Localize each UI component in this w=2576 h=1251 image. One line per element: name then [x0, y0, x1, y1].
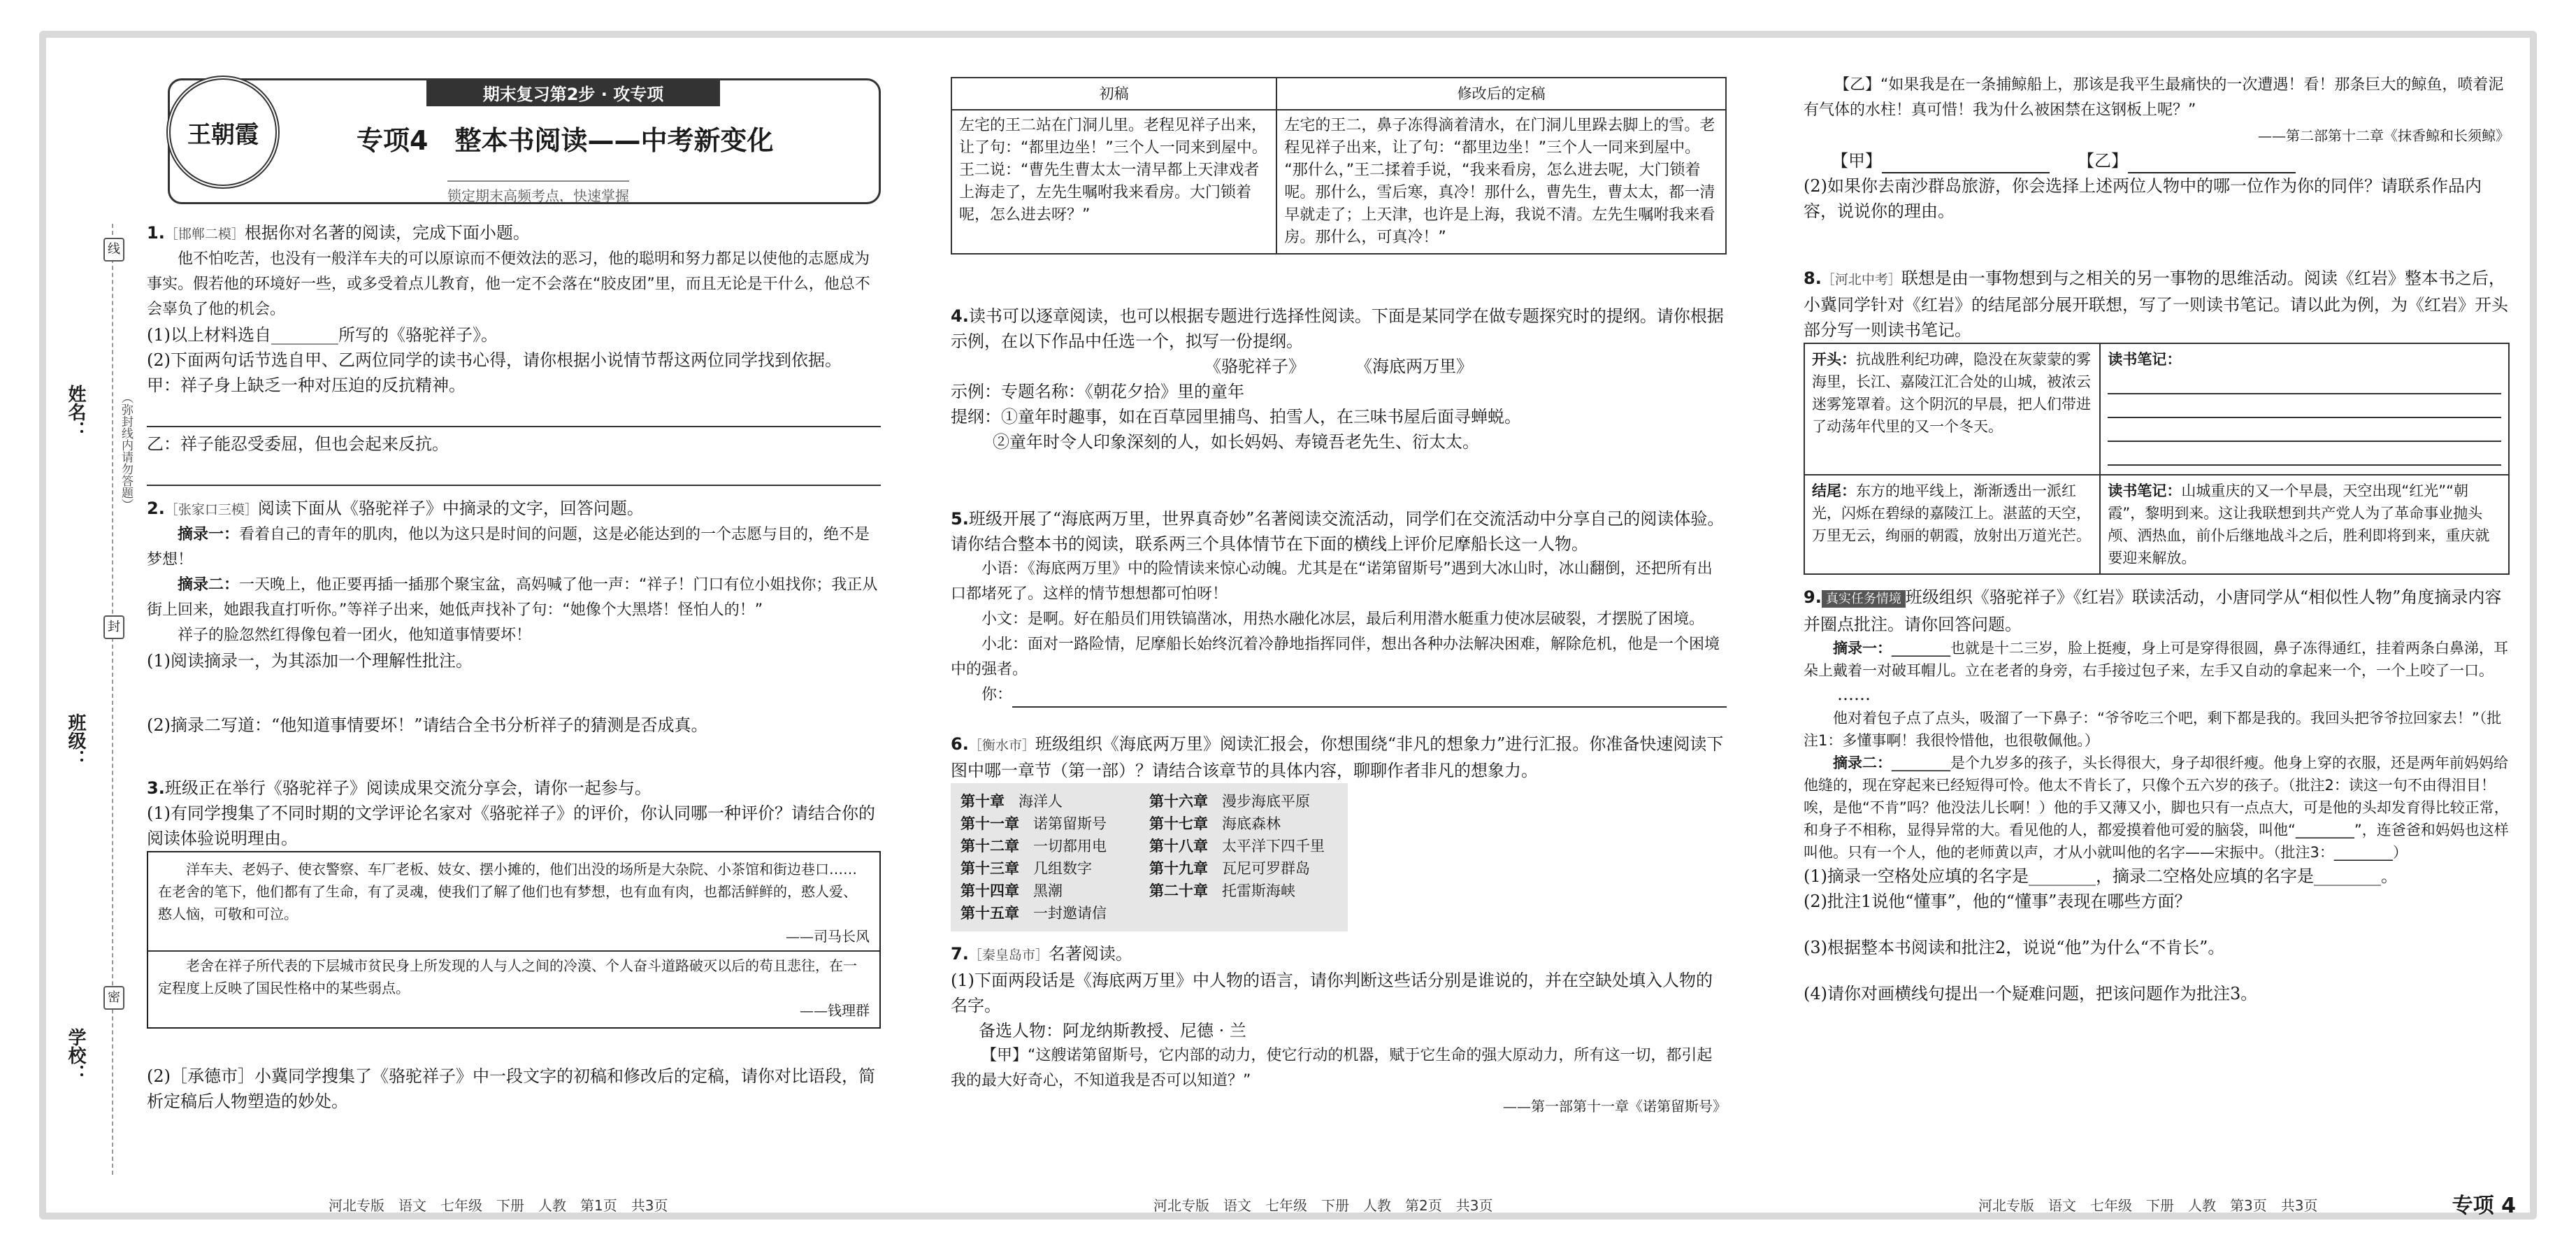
ending-text: 东方的地平线上，渐渐透出一派红光，闪烁在碧绿的嘉陵江上。湛蓝的天空，万里无云，绚丽的朝霞，放射出万道光芒。 [1812, 482, 2091, 544]
ending-note-text: 山城重庆的又一个早晨，天空出现“红光”“朝霞”，黎明到来。这让我联想到共产党人为了革命事业抛头颅、洒热血，前仆后继地战斗之后，胜利即将到来，重庆就要迎来解放。 [2108, 482, 2490, 566]
seal-note: （弥封线内请勿答题） [119, 392, 133, 510]
excerpt-text: 看着自己的青年的肌肉，他以为这只是时间的问题，这是必能达到的一个志愿与目的，绝不是梦想！ [147, 526, 870, 569]
sub-question: (2)下面两句话节选自甲、乙两位同学的读书心得，请你根据小说情节帮这两位同学找到依据。 [147, 350, 842, 370]
sub-question: (4)请你对画横线句提出一个疑难问题，把该问题作为批注3。 [1804, 984, 2258, 1003]
quote-jia: 【甲】“这艘诺第留斯号，它内部的动力，使它行动的机器，赋于它生命的强大原动力，所有这一切，都引起我的最大好奇心，不知道我是否可以知道？” [951, 1047, 1713, 1089]
sub-question: (1)以上材料选自________所写的《骆驼祥子》。 [147, 325, 498, 345]
answer-line[interactable] [2108, 399, 2501, 418]
ending-cell [1804, 475, 2100, 574]
question-number: 8. [1804, 269, 1822, 288]
outline-2: ②童年时令人印象深刻的人，如长妈妈、寿镜吾老先生、衍太太。 [993, 432, 1479, 452]
opening-note-cell [2100, 343, 2509, 475]
column-page-1 [147, 220, 881, 1174]
sub-question: (2)［承德市］小冀同学搜集了《骆驼祥子》中一段文字的初稿和修改后的定稿，请你对比语段，简析定稿后人物塑造的妙处。 [147, 1066, 875, 1111]
question-number: 5. [951, 509, 969, 529]
question-4 [951, 303, 1727, 496]
excerpt-2b: 祥子的脸忽然红得像包着一团火，他知道事情要坏！ [178, 627, 532, 644]
question-tag: ［张家口三模］ [164, 502, 258, 517]
fill-jia-label: 【甲】 [1832, 151, 1882, 171]
chapter-row [960, 902, 1338, 924]
reading-notes-table [1804, 343, 2510, 575]
chapter-title: 一切都用电 [1033, 838, 1107, 855]
chapter-entry [1149, 790, 1338, 813]
excerpt-label: 摘录一： [1833, 640, 1892, 657]
chapter-number: 第十九章 [1149, 860, 1208, 877]
chapter-number: 第十八章 [1149, 838, 1208, 855]
excerpt-1 [1804, 637, 2510, 682]
brand-logo-text: 王朝霞 [187, 120, 259, 149]
dialogue-you [951, 682, 1727, 708]
question-stem: 班级组织《骆驼祥子》《红岩》联读活动，小唐同学从“相似性人物”角度摘录内容并圈点批注。请你回答问题。 [1804, 587, 2502, 634]
school-label: 学校： [65, 1028, 86, 1082]
question-number: 1. [147, 223, 165, 243]
reading-note-jia: 甲：祥子身上缺乏一种对压迫的反抗精神。 [147, 376, 466, 395]
question-stem: 班级组织《海底两万里》阅读汇报会，你想围绕“非凡的想象力”进行汇报。你准备快速阅读下图中哪一章节（第一部）？请结合该章节的具体内容，聊聊作者非凡的想象力。 [951, 734, 1724, 780]
reading-note-yi: 乙：祥子能忍受委屈，但也会起来反抗。 [147, 434, 449, 454]
excerpt-label: 摘录二： [1833, 755, 1892, 771]
answer-line[interactable] [2108, 422, 2501, 442]
excerpt-2 [147, 573, 881, 623]
excerpt-text: 一天晚上，他正要再插一插那个聚宝盆，高妈喊了他一声：“祥子！门口有位小姐找你；我正从街上回来，她跟我直打听你。”等祥子出来，她低声找补了句：“她像个大黑塔！怪怕人的！” [147, 576, 878, 619]
review-1: 洋车夫、老妈子、使衣警察、车厂老板、妓女、摆小摊的，他们出没的场所是大杂院、小茶馆和街边巷口……在老舍的笔下，他们都有了生命，有了灵魂，使我们了解了他们也有梦想，也有血有肉，也都活鲜鲜的，憨人爱、憨人恼，可敬和可泣。 [158, 861, 857, 922]
chapter-number: 第十四章 [960, 882, 1019, 899]
question-1 [147, 220, 881, 486]
question-stem: 班级开展了“海底两万里，世界真奇妙”名著阅读交流活动，同学们在交流活动中分享自己的阅读体验。请你结合整本书的阅读，联系两三个具体情节在下面的横线上评价尼摩船长这一人物。 [951, 509, 1725, 554]
sub-question: (2)批注1说他“懂事”，他的“懂事”表现在哪些方面？ [1804, 892, 2192, 911]
chapter-row [960, 813, 1338, 835]
chapter-row [960, 880, 1338, 902]
task-badge: 真实任务情境 [1822, 590, 1906, 608]
chapter-number: 第二十章 [1149, 882, 1208, 899]
answer-line[interactable] [147, 461, 881, 486]
sub-question: (1)有同学搜集了不同时期的文学评论名家对《骆驼祥子》的评价，你认同哪一种评价？请结合你的阅读体验说明理由。 [147, 803, 875, 848]
quote-yi: 【乙】“如果我是在一条捕鲸船上，那该是我平生最痛快的一次遭遇！看！那条巨大的鲸鱼，喷着泥有气体的水柱！真可惜！我为什么被困禁在这钢板上呢？” [1804, 76, 2504, 119]
chapter-row [960, 857, 1338, 880]
chapter-entry [960, 835, 1149, 857]
review-2: 老舍在祥子所代表的下层城市贫民身上所发现的人与人之间的冷漠、个人奋斗道路破灭以后的苟且悲往，在一定程度上反映了国民性格中的某些弱点。 [158, 957, 857, 996]
chapter-row [960, 835, 1338, 857]
ending-label: 结尾： [1812, 482, 1856, 499]
sub-question: (3)根据整本书阅读和批注2，说说“他”为什么“不肯长”。 [1804, 938, 2225, 957]
example: 示例：专题名称：《朝花夕拾》里的童年 [951, 382, 1244, 401]
chapter-entry [960, 790, 1149, 813]
dialogue-xiaoyu: 小语：《海底两万里》中的险情读来惊心动魄。尤其是在“诺第留斯号”遇到大冰山时，冰山翻倒，还把所有出口都堵死了。这样的情节想想都可怕呀！ [951, 560, 1713, 603]
excerpt-label: 摘录二： [178, 576, 240, 594]
sub-question: (2)如果你去南沙群岛旅游，你会选择上述两位人物中的哪一位作为你的同伴？请联系作品内容，说说你的理由。 [1804, 176, 2482, 221]
excerpt-label: 摘录一： [178, 526, 240, 543]
footer-page-3: 河北专版 语文 七年级 下册 人教 第3页 共3页 [1978, 1197, 2318, 1214]
draft-text: 左宅的王二站在门洞儿里。老程见祥子出来，让了句：“都里边坐！”三个人一同来到屋中。 王二说：“曹先生曹太太一清早都上天津戏者上海走了，左先生嘱咐我来看房。大门锁着呢，怎么进去呀？” [951, 110, 1276, 254]
review-2-source: ——钱理群 [800, 1002, 870, 1019]
chapter-entry [960, 813, 1149, 835]
question-tag: ［邯郸二模］ [164, 227, 245, 242]
outline: 提纲：①童年时趣事，如在百草园里捕鸟、拍雪人，在三味书屋后面寻蝉蜕。 [951, 407, 1521, 427]
page-title: 专项4 整本书阅读——中考新变化 [357, 125, 774, 156]
answer-line[interactable] [147, 402, 881, 427]
chapter-title: 太平洋下四千里 [1222, 838, 1325, 855]
fill-yi-label: 【乙】 [2078, 151, 2128, 171]
ellipsis: …… [1837, 685, 1871, 704]
question-tag: ［衡水市］ [968, 738, 1035, 753]
seal-line [112, 224, 113, 1175]
excerpt-2 [1804, 752, 2510, 864]
review-box [147, 851, 881, 1029]
chapter-entry [1149, 835, 1338, 857]
opening-text: 抗战胜利纪功碑，隐没在灰蒙蒙的雾海里，长江、嘉陵江汇合处的山城，被浓云迷雾笼罩着。这个阴沉的早晨，把人们带进了动荡年代里的又一个冬天。 [1812, 351, 2091, 435]
quote-yi-source: ——第二部第十二章《抹香鲸和长须鲸》 [2258, 127, 2510, 144]
question-number: 4. [951, 306, 969, 326]
chapter-title: 瓦尼可罗群岛 [1222, 860, 1310, 877]
footer-page-2: 河北专版 语文 七年级 下册 人教 第2页 共3页 [1153, 1197, 1493, 1214]
question-5 [951, 506, 1727, 722]
question-number: 2. [147, 499, 165, 518]
question-tag: ［河北中考］ [1821, 272, 1901, 287]
question-stem: 班级正在举行《骆驼祥子》阅读成果交流分享会，请你一起参与。 [164, 778, 652, 798]
chapter-number: 第十六章 [1149, 793, 1208, 810]
chapter-entry [1149, 880, 1338, 902]
chapter-list [951, 783, 1348, 931]
brand-logo [166, 76, 280, 189]
question-stem: 名著阅读。 [1048, 944, 1132, 964]
question-number: 7. [951, 944, 969, 964]
class-label: 班级： [65, 713, 86, 768]
draft-comparison-table [951, 77, 1727, 255]
chapter-title: 几组数字 [1033, 860, 1092, 877]
final-text: 左宅的王二，鼻子冻得滴着清水，在门洞儿里跺去脚上的雪。老程见祥子出来，让了句：“都里边坐！”三个人一同来到屋中。 “那什么，”王二揉着手说，“我来看房，怎么进去呢，大门锁着呢。那什么，雪后寒，真冷！那什么，曹先生，曹太太，都一清早就走了；上天津，也许是上海，我说不清。左先生嘱咐我来看房。那什么，可真冷！” [1276, 110, 1726, 254]
question-stem: 联想是由一事物想到与之相关的另一事物的思维活动。阅读《红岩》整本书之后，小冀同学针对《红岩》的结尾部分展开联想，写了一则读书笔记。请以此为例，为《红岩》开头部分写一则读书笔记。 [1804, 269, 2508, 340]
question-stem: 阅读下面从《骆驼祥子》中摘录的文字，回答问题。 [257, 499, 644, 518]
note-label: 读书笔记： [2108, 482, 2182, 499]
excerpt-text: ________是个九岁多的孩子，头长得很大，身子却很纤瘦。他身上穿的衣服，还是两年前妈妈给他缝的，现在穿起来已经短得可怜。他太不肯长了，只像个五六岁的孩子。（批注2：读这一句不由得泪目！唉，是他“不肯”吗？他没法儿长啊！）他的手又薄又小，脚也只有一点点大，可是他的头却发育得比较正常，和身子不相称，显得异常的大。看见他的人，都爱摸着他可爱的脑袋，叫他“________”，连爸爸和妈妈也这样叫他。只有一个人，他的老师黄以声，才从小就叫他的名字——宋振中。（批注3：________） [1804, 755, 2509, 861]
answer-line[interactable] [1012, 682, 1727, 708]
question-tag: ［秦皇岛市］ [968, 948, 1049, 963]
chapter-title: 诺第留斯号 [1033, 815, 1107, 832]
question-stem: 读书可以逐章阅读，也可以根据专题进行选择性阅读。下面是某同学在做专题探究时的提纲。请你根据示例，在以下作品中任选一个，拟写一份提纲。 [951, 306, 1724, 351]
chapter-number: 第十二章 [960, 838, 1019, 855]
chapter-number: 第十一章 [960, 815, 1019, 832]
review-1-source: ——司马长风 [786, 928, 870, 945]
chapter-title: 海底森林 [1222, 815, 1281, 832]
question-2 [147, 496, 881, 766]
column-page-2 [951, 77, 1727, 1174]
chapter-entry [1149, 902, 1338, 924]
table-header-final: 修改后的定稿 [1276, 78, 1726, 110]
chapter-title: 漫步海底平原 [1222, 793, 1310, 810]
sub-question: (2)摘录二写道：“他知道事情要坏！”请结合全书分析祥子的猜测是否成真。 [147, 715, 708, 735]
candidates: 备选人物：阿龙纳斯教授、尼德 · 兰 [979, 1021, 1246, 1041]
chapter-number: 第十五章 [960, 905, 1019, 922]
sub-question: (1)阅读摘录一，为其添加一个理解性批注。 [147, 651, 473, 671]
chapter-title: 一封邀请信 [1033, 905, 1107, 922]
answer-line[interactable] [2108, 446, 2501, 466]
dialogue-xiaobei: 小北：面对一路险情，尼摩船长始终沉着冷静地指挥同伴，想出各种办法解决困难，解除危机，他是一个困境中的强者。 [951, 636, 1720, 678]
answer-line[interactable] [2108, 375, 2501, 394]
dialogue-you-label: 你： [981, 686, 1013, 703]
chapter-entry [960, 880, 1149, 902]
question-number: 6. [951, 734, 969, 754]
chapter-row [960, 790, 1338, 813]
opening-label: 开头： [1812, 351, 1856, 368]
question-6 [951, 731, 1727, 931]
question-7 [951, 941, 1727, 1119]
question-8 [1804, 266, 2510, 575]
chapter-number: 第十七章 [1149, 815, 1208, 832]
footer-page-1: 河北专版 语文 七年级 下册 人教 第1页 共3页 [329, 1197, 668, 1214]
sub-question: (1)下面两段话是《海底两万里》中人物的语言，请你判断这些话分别是谁说的，并在空缺处填入人物的名字。 [951, 971, 1713, 1015]
seal-mark-bottom: 密 [103, 986, 124, 1010]
question-stem: 根据你对名著的阅读，完成下面小题。 [244, 223, 530, 243]
column-page-3 [1804, 77, 2510, 1174]
chapter-entry [960, 857, 1149, 880]
name-label: 姓名： [65, 385, 86, 439]
table-header-draft: 初稿 [951, 78, 1276, 110]
chapter-number: 第十三章 [960, 860, 1019, 877]
excerpt-text: ________也就是十二三岁，脸上挺瘦，身上可是穿得很圆，鼻子冻得通红，挂着两条白鼻涕，耳朵上戴着一对破耳帽儿。立在老者的身旁，右手接过包子来，左手又自动的拿起来一个，一个上咬了一口。 [1804, 640, 2508, 679]
section-banner: 期末复习第2步 · 攻专项 [426, 78, 720, 106]
seal-mark-top: 线 [103, 238, 124, 262]
chapter-title: 海洋人 [1019, 793, 1063, 810]
book-options: 《骆驼祥子》 《海底两万里》 [1204, 357, 1473, 376]
chapter-entry [960, 902, 1149, 924]
opening-cell [1804, 343, 2100, 475]
note-label: 读书笔记： [2108, 350, 2182, 368]
seal-mark-middle: 封 [103, 615, 124, 639]
ending-note-cell [2100, 475, 2509, 574]
question-3 [147, 775, 881, 1114]
chapter-title: 托雷斯海峡 [1222, 882, 1295, 899]
chapter-title: 黑潮 [1033, 882, 1063, 899]
question-number: 3. [147, 778, 165, 798]
quote-jia-source: ——第一部第十一章《诺第留斯号》 [1503, 1098, 1727, 1115]
question-9 [1804, 585, 2510, 1006]
page-subtitle: 锁定期末高频考点，快速掌握 [447, 180, 629, 205]
question-number: 9. [1804, 587, 1822, 607]
dialogue-xiaowen: 小文：是啊。好在船员们用铁镐凿冰，用热水融化冰层，最后利用潜水艇重力使冰层破裂，才摆脱了困境。 [981, 610, 1705, 628]
chapter-number: 第十章 [960, 793, 1005, 810]
section-page-label: 专项 4 [2452, 1194, 2516, 1218]
excerpt-1 [147, 522, 881, 573]
excerpt-1b: 他对着包子点了点头，吸溜了一下鼻子：“爷爷吃三个吧，剩下都是我的。我回头把爷爷拉回家去！”（批注1：多懂事啊！我很怜惜他，也很敬佩他。） [1804, 710, 2502, 749]
sub-question: (1)摘录一空格处应填的名字是________，摘录二空格处应填的名字是________。 [1804, 866, 2398, 886]
chapter-entry [1149, 813, 1338, 835]
binding-margin [63, 224, 133, 1175]
fill-blanks [1804, 148, 2510, 173]
reading-passage: 他不怕吃苦，也没有一般洋车夫的可以原谅而不便效法的恶习，他的聪明和努力都足以使他的志愿成为事实。假若他的环境好一些，或多受着点儿教育，他一定不会落在“胶皮团”里，而且无论是干什么，他总不会辜负了他的机会。 [147, 250, 870, 318]
chapter-entry [1149, 857, 1338, 880]
